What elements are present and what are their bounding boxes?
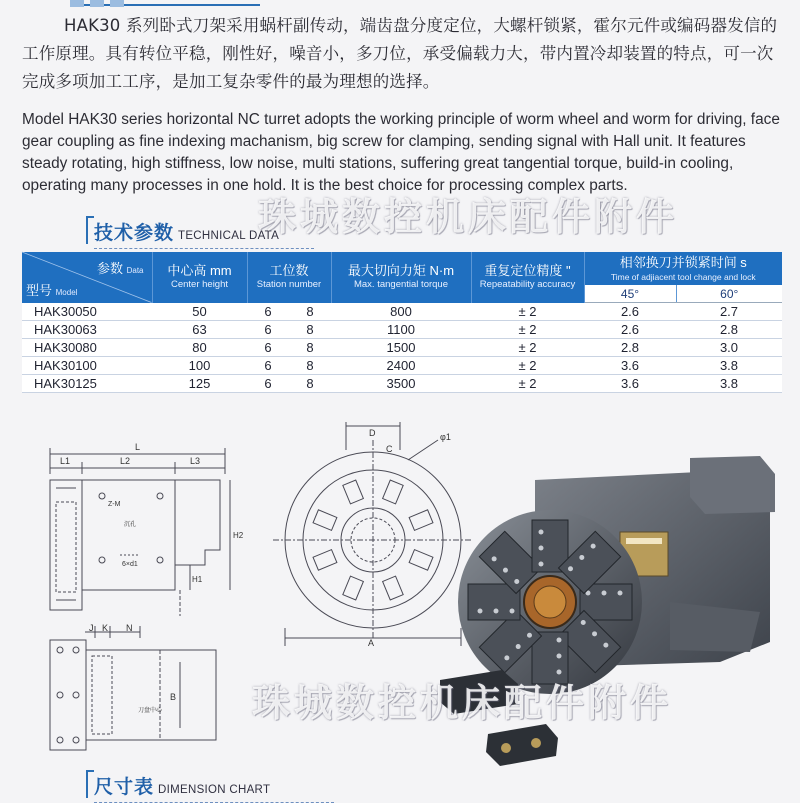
tool-slot-outline [343, 480, 364, 504]
watermark-bottom: 珠城数控机床配件附件 [252, 681, 673, 725]
tool-slot-outline [343, 576, 364, 600]
header-center-height: 中心高 mm Center height [152, 252, 247, 303]
corner-header [22, 252, 152, 303]
dim-label-H2: H2 [233, 531, 244, 540]
intro-chinese: HAK30 系列卧式刀架采用蜗杆副传动，端齿盘分度定位，大螺杆锁紧，霍尔元件或编码器发信的工作原理。具有转位平稳，刚性好，噪音小，多刀位，承受偏载力大，带内置冷却装置的特点，可一次完成多项加工工序，是加工复杂零件的最为理想的选择。 [22, 16, 778, 91]
dimension-chart-title-cn: 尺寸表 [94, 776, 155, 798]
corner-param-cn: 参数 [96, 261, 123, 276]
header-angle-60: 60° [676, 285, 782, 303]
technical-data-title-cn: 技术参数 [94, 222, 175, 244]
tool-slot-outline [313, 510, 337, 531]
tool-slot-outline [409, 510, 433, 531]
corner-model-en: Model [55, 287, 78, 297]
title-bracket [86, 216, 94, 244]
corner-model-cn: 型号 [26, 282, 53, 298]
tool-slot-outline [383, 576, 404, 600]
dim-label-center: 刀盘中心 [138, 708, 163, 714]
dim-label-sink: 沉孔 [124, 522, 137, 528]
dim-label-H1: H1 [192, 575, 203, 584]
table-row: HAK30100 100 6 8 2400 ± 2 3.6 3.8 [22, 357, 782, 375]
top-decoration [70, 0, 260, 6]
tool-slot-outline [313, 550, 337, 571]
dim-label-B: B [170, 692, 177, 702]
dim-label-K: K [102, 623, 109, 633]
dim-label-J: J [89, 623, 94, 633]
header-max-torque: 最大切向力矩 N·m Max. tangential torque [331, 252, 471, 303]
technical-data-title [94, 218, 284, 245]
table-row: HAK30063 63 6 8 1100 ± 2 2.6 2.8 [22, 321, 782, 339]
tool-slot-outline [409, 550, 433, 571]
dim-label-L: L [135, 442, 141, 452]
dim-label-hole: 6×d1 [122, 561, 138, 568]
table-row: HAK30080 80 6 8 1500 ± 2 2.8 3.0 [22, 339, 782, 357]
top-view-drawing [40, 622, 240, 762]
table-row: HAK30050 50 6 8 800 ± 2 2.6 2.7 [22, 303, 782, 321]
header-tool-change-time: 相邻换刀并锁紧时间 s Time of adjiacent tool change and lock [584, 252, 782, 285]
corner-param-en: Data [126, 266, 144, 275]
table-header-row [22, 252, 782, 285]
dimension-chart-title [94, 772, 304, 799]
dim-label-L1: L1 [60, 456, 71, 466]
dim-label-N: N [126, 623, 133, 633]
table-row: HAK30125 125 6 8 3500 ± 2 3.6 3.8 [22, 375, 782, 393]
intro-english: Model HAK30 series horizontal NC turret adopts the working principle of worm wheel and worm for driving, face gear coupling as fine indexing machanism, big screw for clamping, sending signal with Hall unit. It features steady rotating, high stiffness, low noise, multi stations, suffering great tangential torque, build-in cooling, operating many processes in one hold. It is the best choice for processing complex parts. [22, 111, 780, 194]
dim-label-A: A [368, 638, 375, 648]
header-station-number: 工位数 Station number [247, 252, 331, 303]
technical-data-title-en: TECHNICAL DATA [178, 230, 280, 242]
dim-label-D: D [369, 428, 376, 438]
dim-label-L2: L2 [120, 456, 131, 466]
dim-label-L3: L3 [190, 456, 201, 466]
dimension-chart-title-en: DIMENSION CHART [158, 784, 271, 796]
header-repeatability: 重复定位精度 " Repeatability accuracy [471, 252, 584, 303]
dim-label-zm: Z-M [108, 501, 121, 508]
technical-data-table [22, 252, 782, 393]
dim-label-C: C [386, 444, 393, 454]
side-view-drawing [40, 440, 244, 620]
watermark-top: 珠城数控机床配件附件 [258, 195, 679, 239]
header-angle-45: 45° [584, 285, 676, 303]
dim-title-bracket [86, 770, 94, 798]
tool-slot-outline [383, 480, 404, 504]
dim-label-phi: φ1 [440, 432, 451, 442]
